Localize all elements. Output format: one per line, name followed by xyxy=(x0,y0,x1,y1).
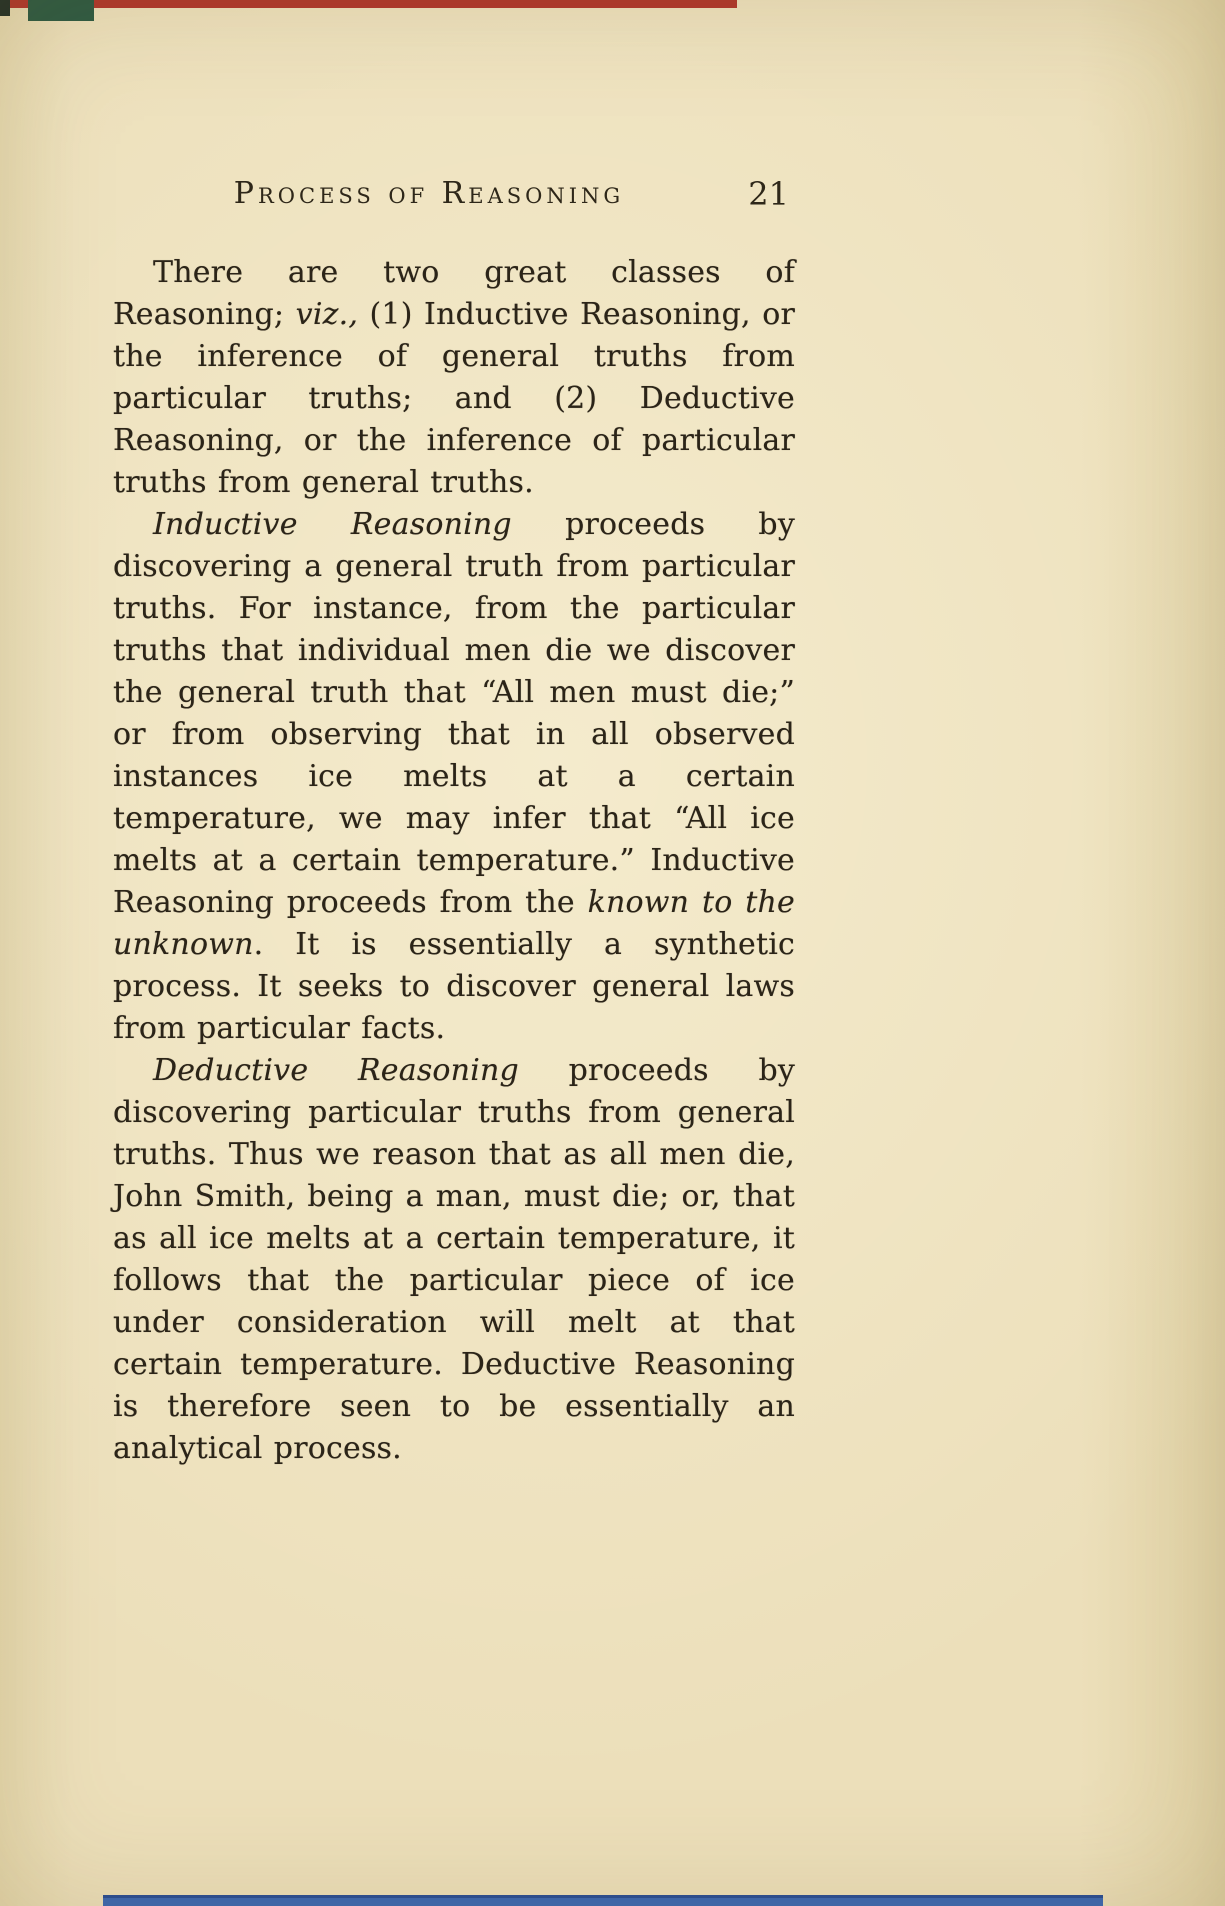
scan-artifact-top-corner xyxy=(28,0,94,21)
italic-text: Inductive Reasoning xyxy=(153,507,512,542)
scan-artifact-top-edge xyxy=(0,0,737,8)
paragraph xyxy=(113,252,795,504)
running-head-title: Process of Reasoning xyxy=(233,176,625,211)
page-body xyxy=(113,252,795,1470)
paragraph xyxy=(113,504,795,1050)
italic-text: viz., xyxy=(295,297,359,332)
italic-text: known to the unknown xyxy=(113,885,795,962)
body-text: (1) Inductive Reasoning, or the inference of general truths from particular truths; and (2) Deductive Reasoning, or the inference of particular truths from general truths. xyxy=(113,297,795,500)
text-column xyxy=(113,172,795,1470)
italic-text: Deductive Reasoning xyxy=(153,1053,519,1088)
scan-artifact-top-left xyxy=(0,0,10,16)
body-text: There are two great classes of Reasoning; xyxy=(113,255,795,332)
scan-artifact-bottom-edge xyxy=(103,1895,1103,1906)
running-head xyxy=(113,172,795,216)
body-text: proceeds by discovering a general truth from particular truths. For instance, from the particular truths that individual men die we discover the general truth that “All men must die;” or from observing that in all observed instances ice melts at a certain temperature, we may infer that “All ice melts at a certain temperature.” Inductive Reasoning proceeds from the xyxy=(113,507,795,920)
paragraph xyxy=(113,1050,795,1470)
body-text: proceeds by discovering particular truths from general truths. Thus we reason that as all men die, John Smith, being a man, must die; or, that as all ice melts at a certain temperature, it follows that the particular piece of ice under consideration will melt at that certain temperature. Deductive Reasoning is therefore seen to be essentially an analytical process. xyxy=(113,1053,795,1466)
body-text: . It is essentially a synthetic process. It seeks to discover general laws from particular facts. xyxy=(113,927,795,1046)
page-number: 21 xyxy=(748,175,789,213)
